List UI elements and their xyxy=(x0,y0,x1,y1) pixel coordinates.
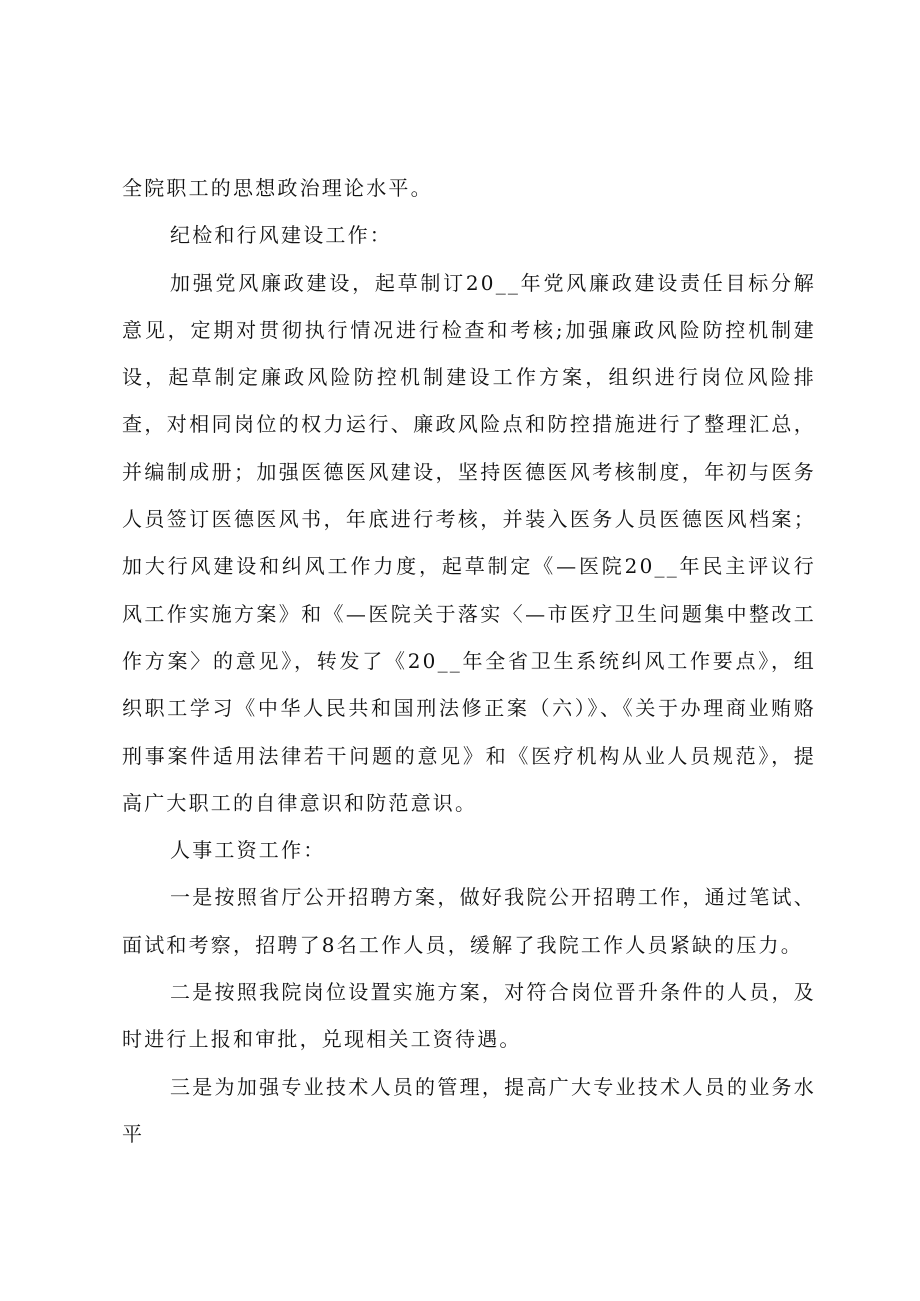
section-heading-personnel: 人事工资工作： xyxy=(170,838,326,863)
section-heading-discipline: 纪检和行风建设工作： xyxy=(170,223,392,248)
document-body xyxy=(122,165,816,1158)
paragraph-personnel-item-1: 一是按照省厅公开招聘方案，做好我院公开招聘工作，通过笔试、面试和考察，招聘了8名工作人员，缓解了我院工作人员紧缺的压力。 xyxy=(122,885,816,957)
paragraph-personnel-item-3: 三是为加强专业技术人员的管理，提高广大专业技术人员的业务水平 xyxy=(122,1074,816,1146)
paragraph-continuation: 全院职工的思想政治理论水平。 xyxy=(122,176,433,200)
paragraph-discipline-work: 加强党风廉政建设，起草制订20__年党风廉政建设责任目标分解意见，定期对贯彻执行情况进行检查和考核;加强廉政风险防控机制建设，起草制定廉政风险防控机制建设工作方案，组织进行岗位风险排查，对相同岗位的权力运行、廉政风险点和防控措施进行了整理汇总，并编制成册；加强医德医风建设，坚持医德医风考核制度，年初与医务人员签订医德医风书，年底进行考核，并装入医务人员医德医风档案；加大行风建设和纠风工作力度，起草制定《—医院20__年民主评议行风工作实施方案》和《—医院关于落实〈—市医疗卫生问题集中整改工作方案〉的意见》，转发了《20__年全省卫生系统纠风工作要点》，组织职工学习《中华人民共和国刑法修正案（六）》、《关于办理商业贿赂刑事案件适用法律若干问题的意见》和《医疗机构从业人员规范》，提高广大职工的自律意识和防范意识。 xyxy=(122,270,816,815)
paragraph-personnel-item-2: 二是按照我院岗位设置实施方案，对符合岗位晋升条件的人员，及时进行上报和审批，兑现相关工资待遇。 xyxy=(122,980,816,1052)
